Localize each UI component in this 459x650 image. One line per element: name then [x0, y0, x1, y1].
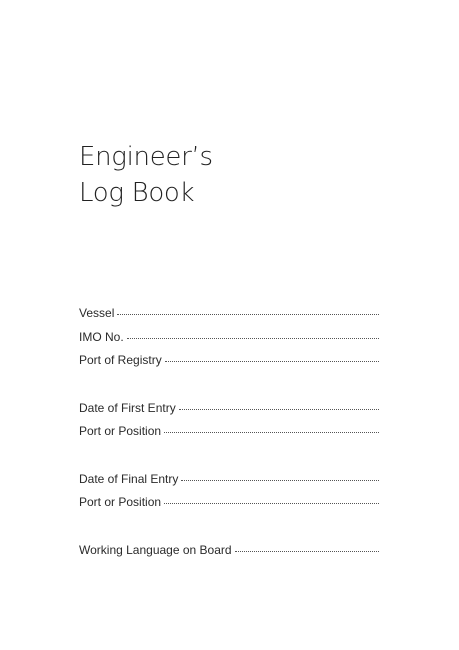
field-label: Vessel: [79, 306, 115, 320]
entry-fields: [79, 306, 379, 566]
dotted-fill-line: [164, 432, 379, 433]
field-port-of-registry[interactable]: [79, 353, 379, 377]
field-label: Port or Position: [79, 424, 162, 438]
field-imo-no[interactable]: [79, 330, 379, 354]
field-first-port-or-position[interactable]: [79, 424, 379, 448]
field-final-port-or-position[interactable]: [79, 495, 379, 519]
field-date-of-final-entry[interactable]: [79, 472, 379, 496]
field-label: Port or Position: [79, 495, 162, 509]
dotted-fill-line: [127, 338, 379, 339]
dotted-fill-line: [165, 361, 379, 362]
field-label: IMO No.: [79, 329, 124, 344]
section-spacer: [79, 519, 379, 543]
field-date-of-first-entry[interactable]: [79, 401, 379, 425]
dotted-fill-line: [235, 551, 379, 552]
dotted-fill-line: [117, 314, 379, 315]
title-line-1: Engineer’s: [79, 142, 213, 172]
section-spacer: [79, 377, 379, 401]
dotted-fill-line: [164, 503, 379, 504]
field-label: Working Language on Board: [79, 542, 232, 557]
field-label: Date of First Entry: [79, 400, 176, 415]
title-line-2: Log Book: [79, 178, 195, 208]
document-title: [79, 139, 213, 211]
field-label: Date of Final Entry: [79, 471, 179, 486]
field-working-language[interactable]: [79, 543, 379, 567]
field-label: Port of Registry: [79, 353, 162, 367]
dotted-fill-line: [179, 409, 379, 410]
dotted-fill-line: [181, 480, 379, 481]
section-spacer: [79, 448, 379, 472]
field-vessel[interactable]: [79, 306, 379, 330]
